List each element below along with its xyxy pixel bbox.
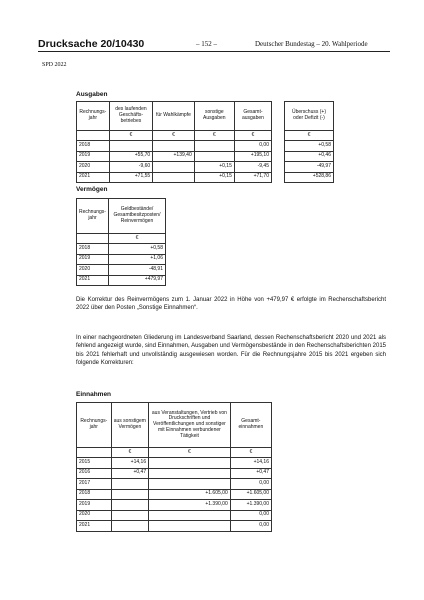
table-header-row bbox=[285, 102, 334, 131]
currency-row bbox=[285, 131, 334, 141]
ausgaben-table bbox=[76, 101, 272, 183]
party-year-label: SPD 2022 bbox=[42, 62, 67, 68]
year-cell: 2018 bbox=[77, 141, 110, 152]
value-cell bbox=[149, 479, 231, 490]
column-header: Überschuss (+) oder Defizit (-) bbox=[285, 102, 334, 131]
value-cell: +0,46 bbox=[285, 151, 334, 162]
table-header-row bbox=[77, 199, 166, 234]
currency-cell: € bbox=[194, 131, 234, 141]
column-header: für Wahlkämpfe bbox=[153, 102, 195, 131]
currency-cell: € bbox=[108, 234, 165, 244]
table-row bbox=[77, 141, 272, 152]
value-cell bbox=[194, 141, 234, 152]
currency-cell: € bbox=[234, 131, 271, 141]
table-row bbox=[77, 510, 272, 521]
value-cell: +0,47 bbox=[230, 468, 271, 479]
header-rule bbox=[38, 51, 390, 52]
currency-cell: € bbox=[109, 131, 152, 141]
column-header: sonstige Ausgaben bbox=[194, 102, 234, 131]
year-cell: 2019 bbox=[77, 254, 109, 265]
table-row bbox=[77, 162, 272, 173]
currency-cell: € bbox=[111, 448, 149, 458]
value-cell: +0,15 bbox=[194, 172, 234, 183]
value-cell: +139,40 bbox=[153, 151, 195, 162]
column-header: Gesamt-ausgaben bbox=[234, 102, 271, 131]
parliament-period: Deutscher Bundestag – 20. Wahlperiode bbox=[255, 40, 368, 48]
page-number: – 152 – bbox=[196, 40, 217, 48]
value-cell: -9,45 bbox=[234, 162, 271, 173]
table-row bbox=[77, 479, 272, 490]
value-cell bbox=[149, 521, 231, 532]
value-cell: +479,97 bbox=[108, 275, 165, 286]
table-row bbox=[77, 265, 166, 276]
value-cell: +1.605,00 bbox=[230, 489, 271, 500]
value-cell: +71,70 bbox=[234, 172, 271, 183]
value-cell: +0,47 bbox=[111, 468, 149, 479]
year-cell: 2015 bbox=[77, 458, 112, 469]
document-number: Drucksache 20/10430 bbox=[38, 38, 145, 50]
table-row bbox=[285, 151, 334, 162]
table-row bbox=[77, 151, 272, 162]
value-cell: +0,15 bbox=[194, 162, 234, 173]
year-cell: 2016 bbox=[77, 468, 112, 479]
ausgaben-heading: Ausgaben bbox=[76, 91, 108, 98]
value-cell: +55,70 bbox=[109, 151, 152, 162]
table-row bbox=[77, 254, 166, 265]
currency-cell: € bbox=[285, 131, 334, 141]
value-cell: 0,00 bbox=[230, 510, 271, 521]
value-cell: +14,16 bbox=[230, 458, 271, 469]
column-header: Rechnungs-jahr bbox=[77, 102, 110, 131]
value-cell: +14,16 bbox=[111, 458, 149, 469]
table-row bbox=[77, 244, 166, 255]
einnahmen-heading: Einnahmen bbox=[76, 391, 112, 398]
value-cell: +1.390,00 bbox=[230, 500, 271, 511]
year-cell: 2019 bbox=[77, 500, 112, 511]
currency-cell: € bbox=[230, 448, 271, 458]
column-header: aus Veranstaltungen, Vertrieb von Druckschriften und Veröffentlichungen und sonstiger mit Einnahmen verbundener Tätigkeit bbox=[149, 403, 231, 448]
value-cell bbox=[153, 141, 195, 152]
value-cell: +195,10 bbox=[234, 151, 271, 162]
value-cell bbox=[153, 162, 195, 173]
year-cell: 2020 bbox=[77, 265, 109, 276]
column-header: Gesamt-einnahmen bbox=[230, 403, 271, 448]
currency-row bbox=[77, 131, 272, 141]
value-cell: 0,00 bbox=[230, 479, 271, 490]
year-cell: 2018 bbox=[77, 244, 109, 255]
column-header: aus sonstigem Vermögen bbox=[111, 403, 149, 448]
table-row bbox=[77, 489, 272, 500]
value-cell bbox=[111, 510, 149, 521]
year-cell: 2018 bbox=[77, 489, 112, 500]
table-header-row bbox=[77, 403, 272, 448]
table-row bbox=[285, 162, 334, 173]
value-cell: +1.390,00 bbox=[149, 500, 231, 511]
table-row bbox=[77, 521, 272, 532]
value-cell bbox=[149, 458, 231, 469]
year-cell: 2019 bbox=[77, 151, 110, 162]
table-header-row bbox=[77, 102, 272, 131]
value-cell bbox=[194, 151, 234, 162]
column-header: Rechnungs-jahr bbox=[77, 199, 109, 234]
value-cell bbox=[153, 172, 195, 183]
value-cell bbox=[111, 500, 149, 511]
value-cell bbox=[111, 521, 149, 532]
value-cell: 0,00 bbox=[234, 141, 271, 152]
value-cell: -48,91 bbox=[108, 265, 165, 276]
einnahmen-table bbox=[76, 402, 272, 532]
column-header: des laufenden Geschäfts-betriebes bbox=[109, 102, 152, 131]
year-cell: 2021 bbox=[77, 172, 110, 183]
value-cell: +0,58 bbox=[285, 141, 334, 152]
value-cell: +71,55 bbox=[109, 172, 152, 183]
value-cell bbox=[109, 141, 152, 152]
table-row bbox=[77, 468, 272, 479]
vermoegen-table bbox=[76, 198, 166, 286]
value-cell: +528,86 bbox=[285, 172, 334, 183]
value-cell bbox=[111, 489, 149, 500]
correction-paragraph: Die Korrektur des Reinvermögens zum 1. Januar 2022 in Höhe von +479,97 € erfolgte im Rechenschaftsbericht 2022 über den Posten „Sonstige Einnahmen“. bbox=[76, 297, 386, 312]
value-cell: -9,60 bbox=[109, 162, 152, 173]
table-row bbox=[285, 141, 334, 152]
year-cell: 2021 bbox=[77, 521, 112, 532]
table-row bbox=[77, 500, 272, 511]
year-cell: 2020 bbox=[77, 510, 112, 521]
vermoegen-heading: Vermögen bbox=[76, 186, 108, 193]
currency-row bbox=[77, 234, 166, 244]
value-cell bbox=[149, 468, 231, 479]
saarland-paragraph: In einer nachgeordneten Gliederung im Landesverband Saarland, dessen Rechenschaftsbericht 2020 und 2021 als fehlend angezeigt wurde, sind Einnahmen, Ausgaben und Vermögensbestände in den Rechenschaftsberichten 2015 bis 2021 fehlerhaft und unvollständig ausgewiesen worden. Für die Rechnungsjahre 2015 bis 2021 ergeben sich folgende Korrekturen: bbox=[76, 335, 386, 367]
surplus-table bbox=[284, 101, 334, 183]
column-header: Rechnungs-jahr bbox=[77, 403, 112, 448]
value-cell: +0,58 bbox=[108, 244, 165, 255]
currency-cell: € bbox=[153, 131, 195, 141]
currency-row bbox=[77, 448, 272, 458]
table-row bbox=[77, 172, 272, 183]
value-cell: +1,06 bbox=[108, 254, 165, 265]
table-row bbox=[77, 275, 166, 286]
table-row bbox=[285, 172, 334, 183]
value-cell: +1.605,00 bbox=[149, 489, 231, 500]
year-cell: 2020 bbox=[77, 162, 110, 173]
value-cell: -49,97 bbox=[285, 162, 334, 173]
column-header: Geldbestände/ Gesamtbesitzposten/ Reinvermögen bbox=[108, 199, 165, 234]
year-cell: 2021 bbox=[77, 275, 109, 286]
currency-cell: € bbox=[149, 448, 231, 458]
table-row bbox=[77, 458, 272, 469]
value-cell: 0,00 bbox=[230, 521, 271, 532]
year-cell: 2017 bbox=[77, 479, 112, 490]
value-cell bbox=[149, 510, 231, 521]
value-cell bbox=[111, 479, 149, 490]
